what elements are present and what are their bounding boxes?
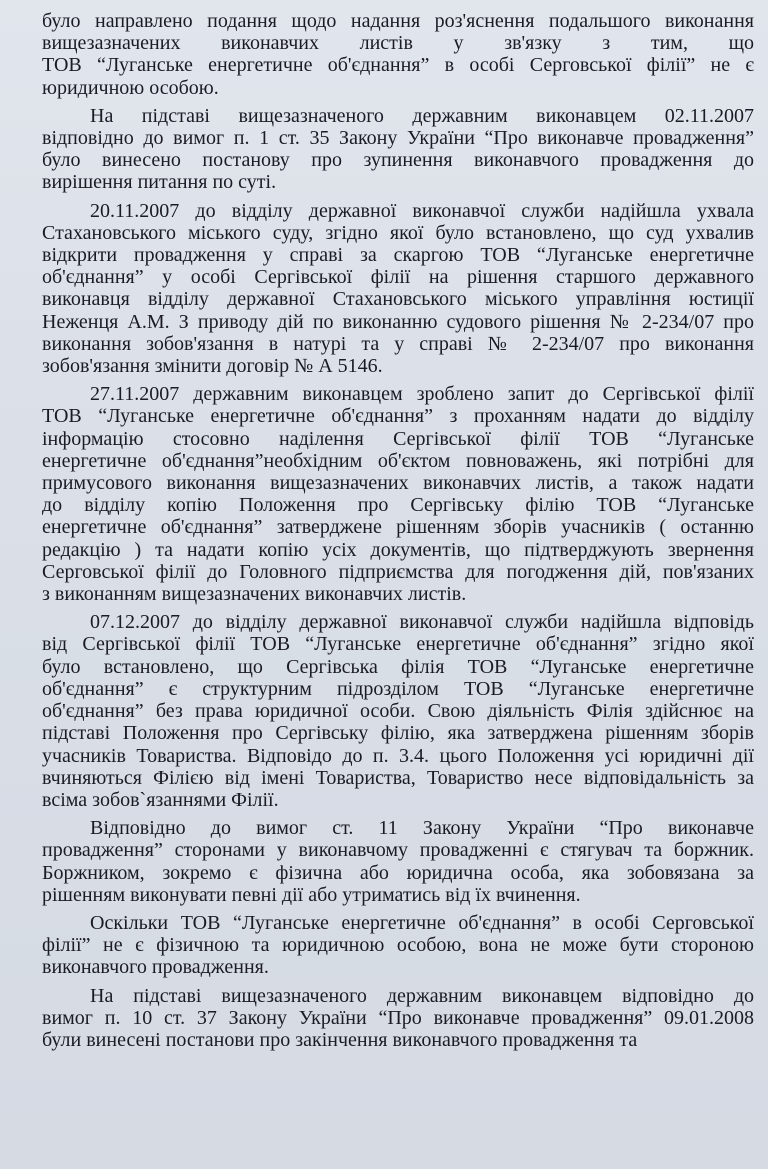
- text-line: були винесені постанови про закінчення виконавчого провадження та: [42, 1028, 638, 1051]
- paragraph: [42, 817, 754, 906]
- paragraph: [42, 105, 754, 194]
- text-line: 20.11.2007 до відділу державної виконавчої служби надійшла ухвала: [90, 199, 754, 222]
- text-line: до відділу копію Положення про Сергівську філію ТОВ “Луганське: [42, 494, 754, 517]
- text-line: ТОВ “Луганське енергетичне об'єднання” в особі Серговської філії” не є: [42, 54, 754, 77]
- text-line: філії” не є фізичною та юридичною особою, вона не може бути стороною: [42, 934, 754, 957]
- text-line: вирішення питання по суті.: [42, 171, 277, 194]
- text-line: відкрити провадження у справі за скаргою ТОВ “Луганське енергетичне: [42, 244, 754, 267]
- text-line: виконавчого провадження.: [42, 956, 269, 979]
- text-line: інформацію стосовно наділення Сергівської філії ТОВ “Луганське: [42, 427, 754, 450]
- text-line: було встановлено, що Сергівська філія ТОВ “Луганське енергетичне: [42, 655, 754, 678]
- text-line: від Сергівської філії ТОВ “Луганське енергетичне об'єднання” згідно якої: [42, 633, 754, 656]
- text-line: вимог п. 10 ст. 37 Закону України “Про виконавче провадження” 09.01.2008: [42, 1006, 754, 1029]
- text-line: було направлено подання щодо надання роз'яснення подальшого виконання: [42, 10, 754, 32]
- paragraph: [42, 383, 754, 605]
- text-line: 27.11.2007 державним виконавцем зроблено запит до Сергівської філії: [90, 383, 754, 406]
- text-line: було винесено постанову про зупинення виконавчого провадження до: [42, 149, 754, 172]
- text-line: з виконанням вищезазначених виконавчих листів.: [42, 583, 467, 606]
- text-line: об'єднання” у особі Сергівської філії на рішення старшого державного: [42, 266, 754, 289]
- text-line: вчиняються Філією від імені Товариства, Товариство несе відповідальність за: [42, 766, 754, 789]
- paragraph: [42, 611, 754, 811]
- text-line: Боржником, зокремо є фізична або юридична особа, яка зобовязана за: [42, 861, 754, 884]
- text-line: Оскільки ТОВ “Луганське енергетичне об'єднання” в особі Серговської: [90, 911, 754, 934]
- paragraph: [42, 10, 754, 99]
- text-line: редакцію ) та надати копію усіх документів, що підтверджують звернення: [42, 538, 754, 561]
- text-line: виконання зобов'язання в натурі та у справі № 2-234/07 про виконання: [42, 332, 754, 355]
- text-line: 07.12.2007 до відділу державної виконавчої служби надійшла відповідь: [90, 611, 754, 634]
- text-line: Відповідно до вимог ст. 11 Закону України “Про виконавче: [90, 817, 754, 840]
- text-line: зобов'язання змінити договір № А 5146.: [42, 355, 383, 378]
- document-body: [42, 10, 754, 1057]
- paragraph: [42, 985, 754, 1052]
- text-line: Неженця А.М. З приводу дій по виконанню судового рішення № 2-234/07 про: [42, 310, 754, 333]
- text-line: юридичною особою.: [42, 76, 219, 99]
- text-line: учасників Товариства. Відповідо до п. 3.4. цього Положення усі юридичні дії: [42, 744, 754, 767]
- text-line: примусового виконання вищезазначених виконавчих листів, а також надати: [42, 472, 754, 495]
- text-line: виконавця відділу державної Стахановського міського управління юстиції: [42, 288, 754, 311]
- text-line: ТОВ “Луганське енергетичне об'єднання” з проханням надати до відділу: [42, 405, 754, 428]
- text-line: На підставі вищезазначеного державним виконавцем відповідно до: [90, 984, 754, 1007]
- text-line: енергетичне об'єднання” затверджене рішенням зборів учасників ( останню: [42, 516, 754, 539]
- text-line: відповідно до вимог п. 1 ст. 35 Закону України “Про виконавче провадження”: [42, 127, 754, 150]
- text-line: провадження” сторонами у виконавчому провадженні є стягувач та боржник.: [42, 839, 754, 862]
- text-line: На підставі вищезазначеного державним виконавцем 02.11.2007: [90, 104, 754, 127]
- text-line: вищезазначених виконавчих листів у зв'язку з тим, що: [42, 32, 754, 55]
- text-line: Серговської філії до Головного підприємства для погодження дій, пов'язаних: [42, 560, 754, 583]
- text-line: об'єднання” без права юридичної особи. Свою діяльність Філія здійснює на: [42, 700, 754, 723]
- text-line: енергетичне об'єднання”необхідним об'єктом повноважень, які потрібні для: [42, 449, 754, 472]
- text-line: всіма зобов`язаннями Філії.: [42, 788, 279, 811]
- text-line: підставі Положення про Сергівську філію, яка затверджена рішенням зборів: [42, 722, 754, 745]
- text-line: рішенням виконувати певні дії або утриматись від їх вчинення.: [42, 883, 581, 906]
- paragraph: [42, 200, 754, 378]
- text-line: об'єднання” є структурним підрозділом ТОВ “Луганське енергетичне: [42, 677, 754, 700]
- text-line: Стахановського міського суду, згідно якої було встановлено, що суд ухвалив: [42, 221, 754, 244]
- paragraph: [42, 912, 754, 979]
